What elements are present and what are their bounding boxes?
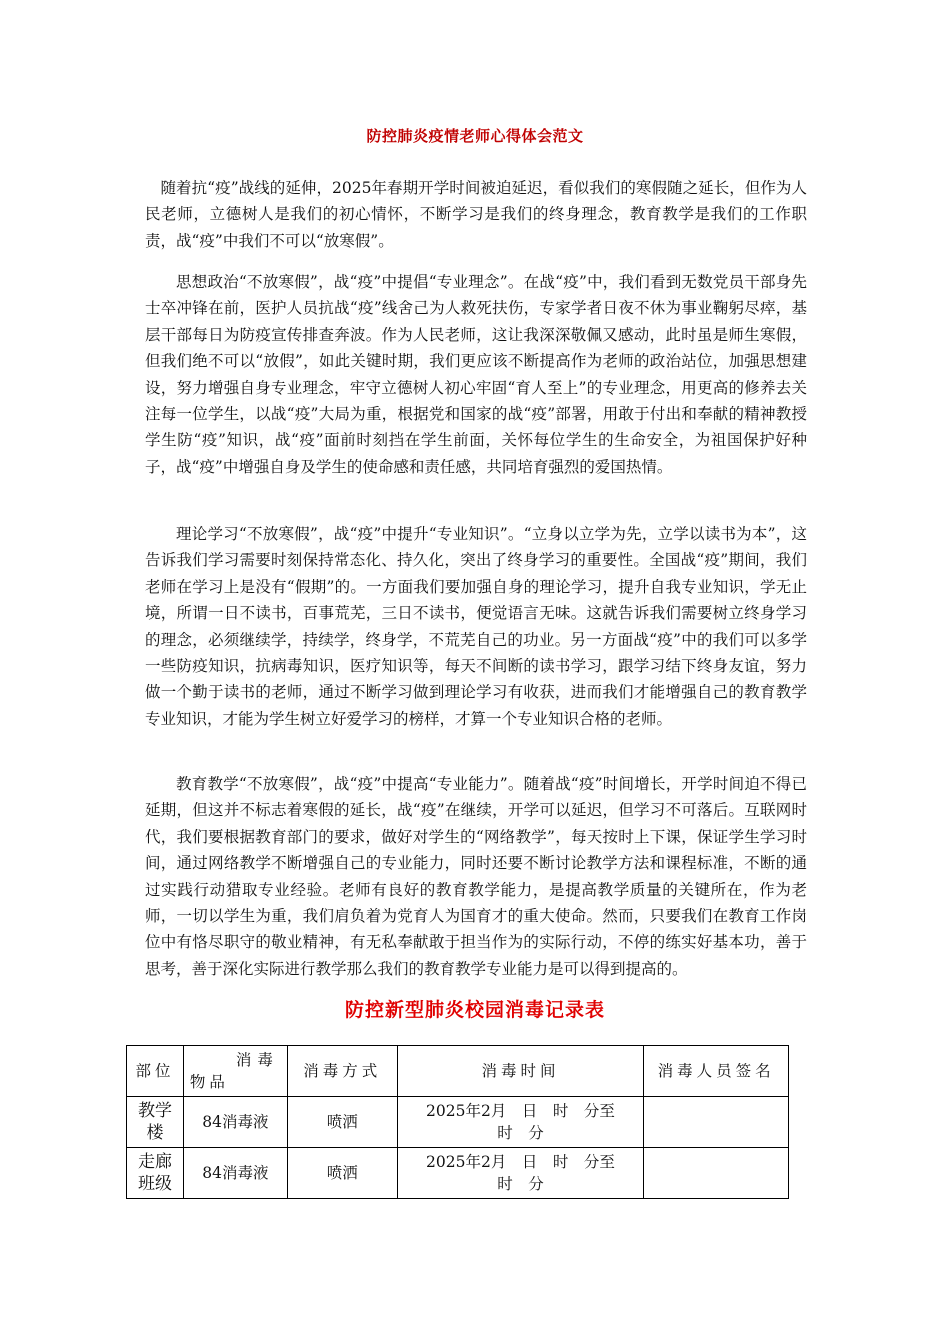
cell-time	[397, 1097, 644, 1148]
header-location: 部位	[127, 1046, 184, 1097]
header-method: 消毒方式	[287, 1046, 397, 1097]
cell-location-line2: 楼	[146, 1123, 164, 1143]
cell-location-line1: 教学	[137, 1101, 172, 1121]
header-time: 消毒时间	[397, 1046, 644, 1097]
cell-time-line1: 2025年2月 日 时 分至	[426, 1102, 615, 1120]
paragraph-teaching: 教育教学“不放寒假”，战“疫”中提高“专业能力”。随着战“疫”时间增长，开学时间迫不得已延期，但这并不标志着寒假的延长，战“疫”在继续，开学可以延迟，但学习不可落后。互联网时代，我们要根据教育部门的要求，做好对学生的“网络教学”，每天按时上下课，保证学生学习时间，通过网络教学不断增强自己的专业能力，同时还要不断讨论教学方法和课程标准，不断的通过实践行动猎取专业经验。老师有良好的教育教学能力，是提高教学质量的关键所在，作为老师，一切以学生为重，我们肩负着为党育人为国育才的重大使命。然而，只要我们在教育工作岗位中有恪尽职守的敬业精神，有无私奉献敢于担当作为的实际行动，不停的练实好基本功，善于思考，善于深化实际进行教学那么我们的教育教学专业能力是可以得到提高的。	[145, 775, 807, 978]
header-signature: 消毒人员签名	[644, 1046, 789, 1097]
header-item-line2: 物品	[189, 1073, 229, 1091]
paragraph-political: 思想政治“不放寒假”，战“疫”中提倡“专业理念”。在战“疫”中，我们看到无数党员干部身先士卒冲锋在前，医护人员抗战“疫”线舍己为人救死扶伤，专家学者日夜不休为事业鞠躬尽瘁，基层干部每日为防疫宣传排查奔波。作为人民老师，这让我深深敬佩又感动，此时虽是师生寒假，但我们绝不可以“放假”，如此关键时期，我们更应该不断提高作为老师的政治站位，加强思想建设，努力增强自身专业理念，牢守立德树人初心牢固“育人至上”的专业理念，用更高的修养去关注每一位学生，以战“疫”大局为重，根据党和国家的战“疫”部署，用敢于付出和奉献的精神教授学生防“疫”知识，战“疫”面前时刻挡在学生前面，关怀每位学生的生命安全，为祖国保护好种子，战“疫”中增强自身及学生的使命感和责任感，共同培育强烈的爱国热情。	[145, 273, 807, 476]
cell-location-line1: 走廊	[137, 1152, 172, 1172]
cell-signature[interactable]	[644, 1148, 789, 1199]
paragraph-intro: 随着抗“疫”战线的延伸，2025年春期开学时间被迫延迟，看似我们的寒假随之延长，但作为人民老师，立德树人是我们的初心情怀，不断学习是我们的终身理念，教育教学是我们的工作职责，战“疫”中我们不可以“放寒假”。	[145, 179, 807, 250]
cell-location-line2: 班级	[137, 1174, 172, 1194]
cell-signature[interactable]	[644, 1097, 789, 1148]
table-header-row	[127, 1046, 789, 1097]
cell-item: 84消毒液	[183, 1148, 287, 1199]
cell-item: 84消毒液	[183, 1097, 287, 1148]
cell-method: 喷洒	[287, 1148, 397, 1199]
paragraph-theory: 理论学习“不放寒假”，战“疫”中提升“专业知识”。“立身以立学为先，立学以读书为本”，这告诉我们学习需要时刻保持常态化、持久化，突出了终身学习的重要性。全国战“疫”期间，我们老师在学习上是没有“假期”的。一方面我们要加强自身的理论学习，提升自我专业知识，学无止境，所谓一日不读书，百事荒芜，三日不读书，便觉语言无味。这就告诉我们需要树立终身学习的理念，必须继续学，持续学，终身学，不荒芜自己的功业。另一方面战“疫”中的我们可以多学一些防疫知识，抗病毒知识，医疗知识等，每天不间断的读书学习，跟学习结下终身友谊，努力做一个勤于读书的老师，通过不断学习做到理论学习有收获，进而我们才能增强自己的教育教学专业知识，才能为学生树立好爱学习的榜样，才算一个专业知识合格的老师。	[145, 525, 807, 728]
header-item-line1: 消毒	[235, 1051, 279, 1069]
document-title: 防控肺炎疫情老师心得体会范文	[366, 127, 584, 145]
table-row	[127, 1148, 789, 1199]
cell-location	[127, 1097, 184, 1148]
table-title: 防控新型肺炎校园消毒记录表	[344, 999, 605, 1021]
cell-time-line2: 时 分	[497, 1175, 544, 1193]
table-row	[127, 1097, 789, 1148]
cell-time	[397, 1148, 644, 1199]
cell-time-line1: 2025年2月 日 时 分至	[426, 1153, 615, 1171]
header-item	[183, 1046, 287, 1097]
cell-time-line2: 时 分	[497, 1124, 544, 1142]
cell-location	[127, 1148, 184, 1199]
disinfection-record-table	[126, 1045, 789, 1199]
cell-method: 喷洒	[287, 1097, 397, 1148]
